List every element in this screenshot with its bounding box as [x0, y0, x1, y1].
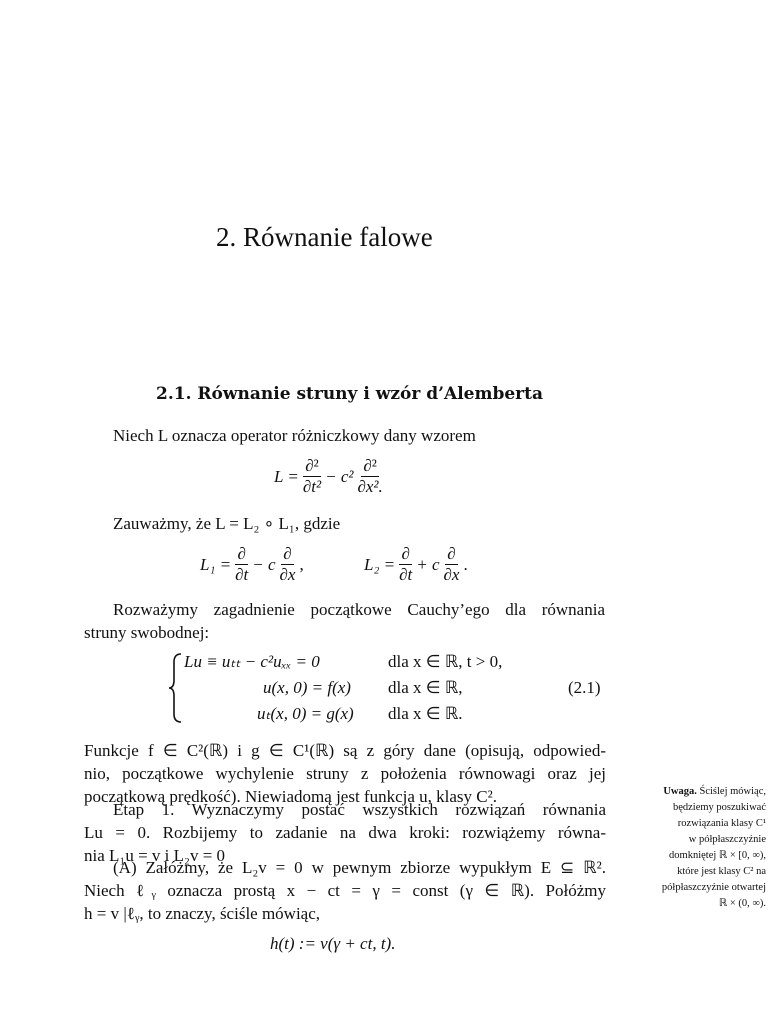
body-line-3: początkową prędkość). Niewiadomą jest funkcja u, klasy C².	[84, 787, 497, 806]
margin-note-line: półpłaszczyźnie otwartej	[661, 882, 766, 893]
equation-label: (2.1)	[568, 678, 601, 697]
body-line-5: Lu = 0. Rozbijemy to zadanie na dwa kroki: rozwiążemy równa-	[84, 823, 606, 842]
margin-note-line: rozwiązania klasy C¹	[677, 818, 766, 829]
system-row1-condition: dla x ∈ ℝ, t > 0,	[388, 652, 503, 671]
system-row2-condition: dla x ∈ ℝ,	[388, 678, 463, 697]
body-line-4: Etap 1. Wyznaczymy postać wszystkich rozwiązań równania	[113, 800, 606, 819]
section-title: 2.1. Równanie struny i wzór d’Alemberta	[156, 384, 543, 404]
system-row3-equation: uₜ(x, 0) = g(x)	[257, 704, 354, 723]
margin-note-label: Uwaga.	[663, 786, 697, 797]
eq-L-lhs: L =	[274, 466, 299, 486]
eq-L2-frac-a	[397, 544, 414, 585]
margin-note-line: w półpłaszczyźnie	[688, 834, 766, 845]
eq-L2-num-a: ∂	[401, 544, 410, 563]
margin-note-line: które jest klasy C² na	[677, 866, 766, 877]
chapter-title: 2. Równanie falowe	[216, 222, 433, 252]
body-line-9: h = v |ℓᵧ, to znaczy, ściśle mówiąc,	[84, 904, 321, 923]
paragraph-cauchy-line1: Rozważymy zagadnienie początkowe Cauchy’ego dla równania	[113, 600, 605, 619]
eq-L1-num-b: ∂	[283, 544, 292, 563]
system-brace	[168, 652, 184, 724]
eq-L1-mid: − c	[252, 554, 276, 574]
eq-L2-lhs: L₂ =	[364, 554, 396, 574]
eq-L2-num-b: ∂	[447, 544, 456, 563]
eq-L1-end: ,	[299, 554, 304, 574]
equation-L2	[364, 544, 468, 585]
eq-L-frac2	[355, 456, 384, 497]
margin-note-line: ℝ × (0, ∞).	[718, 898, 766, 909]
eq-L1-den-a: ∂t	[235, 565, 249, 584]
body-line-2: nio, początkowe wychylenie struny z położenia równowagi oraz jej	[84, 764, 606, 783]
margin-note-line: domkniętej ℝ × [0, ∞),	[669, 850, 766, 861]
system-row3-condition: dla x ∈ ℝ.	[388, 704, 463, 723]
system-row2-equation: u(x, 0) = f(x)	[263, 678, 351, 697]
eq-L1-num-a: ∂	[237, 544, 246, 563]
body-line-1: Funkcje f ∈ C²(ℝ) i g ∈ C¹(ℝ) są z góry dane (opisują, odpowied-	[84, 741, 606, 760]
margin-note-line: Ściślej mówiąc,	[699, 786, 766, 797]
eq-L-num2: ∂²	[363, 456, 377, 475]
eq-L-den2: ∂x².	[357, 477, 383, 496]
equation-L	[274, 456, 387, 497]
margin-note-line: będziemy poszukiwać	[672, 802, 766, 813]
eq-L1-frac-a	[233, 544, 250, 585]
eq-L2-frac-b	[442, 544, 462, 585]
body-line-7: (A) Załóżmy, że L₂v = 0 w pewnym zbiorze wypukłym E ⊆ ℝ².	[113, 858, 606, 877]
eq-L-frac1	[301, 456, 323, 497]
eq-L2-mid: + c	[416, 554, 440, 574]
body-line-6: nia L₁u = v i L₂v = 0	[84, 846, 226, 865]
system-row1-equation: Lu ≡ uₜₜ − c²uₓₓ = 0	[184, 652, 320, 671]
paragraph-composition: Zauważmy, że L = L₂ ∘ L₁, gdzie	[113, 514, 341, 533]
eq-L-minus: − c²	[325, 466, 354, 486]
eq-L1-frac-b	[278, 544, 298, 585]
margin-note	[618, 784, 766, 912]
equation-h: h(t) := v(γ + ct, t).	[270, 934, 396, 953]
paragraph-intro: Niech L oznacza operator różniczkowy dany wzorem	[113, 426, 476, 445]
eq-L2-den-a: ∂t	[399, 565, 413, 584]
eq-L2-den-b: ∂x	[443, 565, 460, 584]
eq-L-den1: ∂t²	[302, 477, 322, 496]
eq-L2-end: .	[463, 554, 468, 574]
eq-L-num1: ∂²	[305, 456, 319, 475]
equation-L1	[200, 544, 304, 585]
paragraph-cauchy-line2: struny swobodnej:	[84, 623, 210, 642]
eq-L1-lhs: L₁ =	[200, 554, 232, 574]
eq-L1-den-b: ∂x	[279, 565, 296, 584]
body-line-8: Niech ℓᵧ oznacza prostą x − ct = γ = const (γ ∈ ℝ). Połóżmy	[84, 881, 606, 900]
